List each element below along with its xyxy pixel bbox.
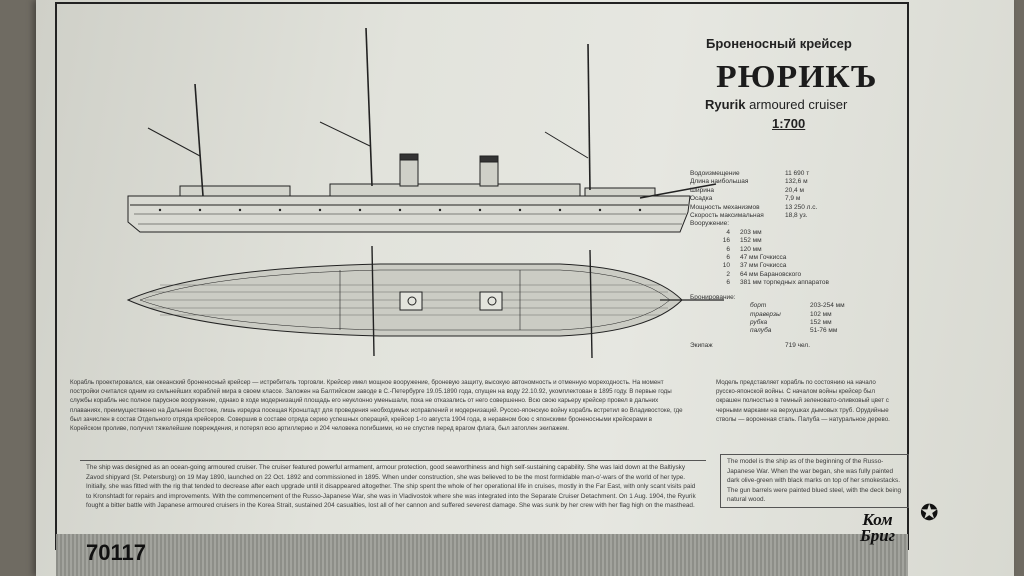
armament-row-d: 37 мм Гочкисса xyxy=(740,262,787,270)
protection-row xyxy=(690,311,910,319)
spec-row xyxy=(690,187,910,195)
footer-bar xyxy=(56,534,908,576)
armament-header xyxy=(690,220,910,228)
history-text-en: The ship was designed as an ocean-going armoured cruiser. The cruiser featured powerful armament, armour protection, good seaworthiness and high self-sustaining capability. She was laid down at the Baltiysky Zavod shipyard (St. Petersburg) on 19 May 1890, launched on 22 Oct. 1892 and commissioned in 1895. When under construction, she was believed to be the most formidable man-o'-wars of the world of her type. Initially, she was fitted with the rig that tended to decrease after each upgrade until it disappeared altogether. The ship spent the whole of her operational life in cruises, mostly in the Far East, with only scant visits paid to Kronshtadt for repairs and improvements. With the commencement of the Russo-Japanese War, she was in Vladivostok where she was integrated into the Separate Cruiser Detachment. On 1 Aug. 1904, the Ryurik fought a bitter battle with Japanese armoured cruisers in the Korea Strait, sustained 204 casualties, lost all of her cannon and suffered severest damage. She was sunk by her crew with her flag high on the masthead. xyxy=(80,460,706,513)
star-icon: ✪ xyxy=(920,500,939,525)
protection-row xyxy=(690,319,910,327)
armament-row-n: 6 xyxy=(726,254,730,262)
crew-label: Экипаж xyxy=(690,341,713,349)
armament-row xyxy=(690,246,910,254)
protection-row-k: борт xyxy=(750,302,767,310)
ship-name-title: РЮРИКЪ xyxy=(716,58,878,94)
armament-row-n: 10 xyxy=(722,262,730,270)
protection-row-v: 51-76 мм xyxy=(810,327,838,335)
armament-row-d: 120 мм xyxy=(740,245,762,253)
armament-row xyxy=(690,271,910,279)
protection-row-k: траверзы xyxy=(750,310,781,318)
protection-row xyxy=(690,327,910,335)
spec-row-v: 132,6 м xyxy=(785,178,808,186)
logo-line-1: Ком xyxy=(862,510,893,529)
title-en xyxy=(705,97,847,112)
armament-row-n: 16 xyxy=(722,237,730,245)
spec-row-k: Длина наибольшая xyxy=(690,178,749,186)
subtitle-ru: Броненосный крейсер xyxy=(706,36,852,51)
protection-row-v: 102 мм xyxy=(810,310,832,318)
armament-row-d: 64 мм Барановского xyxy=(740,270,802,278)
protection-header xyxy=(690,294,910,302)
armament-row xyxy=(690,279,910,287)
model-text-ru: Модель представляет корабль по состоянию на начало русско-японской войны. С началом войны крейсер был окрашен полностью в темный зеленовато-оливковый цвет с черными марками на верхушках дымовых труб. Орудийные стволы — вороненая сталь. Палуба — натуральное дерево. xyxy=(716,379,890,423)
logo-line-2: Бриг xyxy=(860,526,896,545)
armament-row-d: 152 мм xyxy=(740,237,762,245)
spec-rows xyxy=(690,170,910,220)
protection-label: Бронирование: xyxy=(690,293,736,301)
armament-row-n: 2 xyxy=(726,270,730,278)
armament-row-n: 6 xyxy=(726,279,730,287)
protection-row-v: 203-254 мм xyxy=(810,302,845,310)
protection-row-v: 152 мм xyxy=(810,318,832,326)
kombrig-logo xyxy=(860,512,895,544)
spec-row-k: Водоизмещение xyxy=(690,170,740,177)
armament-row-n: 4 xyxy=(726,228,730,236)
armament-rows xyxy=(690,229,910,288)
deck-plan-drawing xyxy=(128,246,724,358)
armament-row xyxy=(690,237,910,245)
spec-row-v: 7,9 м xyxy=(785,195,801,203)
spec-row xyxy=(690,195,910,203)
history-text-ru: Корабль проектировался, как океанский броненосный крейсер — истребитель торговли. Крейсер имел мощное вооружение, броневую защиту, высокую автономность и отменную мореходность. На момент постройки считался одним из сильнейших кораблей мира в своем классе. Заложен на Балтийском заводе в С.-Петербурге 19.05.1890 года, спущен на воду 22.10.92, укомплектован в 1895 году. В первые годы службы корабль нес полное парусное вооружение, однако в ходе модернизаций площадь его неуклонно уменьшали, пока не отказались от него совершенно. Всю свою карьеру крейсер провел в дальних плаваниях, преимущественно на Дальнем Востоке, лишь изредка посещая Кронштадт для проведения необходимых исправлений и модернизаций. Русско-японскую войну корабль встретил во Владивостоке, где был зачислен в состав Отдельного отряда крейсеров. Совершив в составе отряда серию успешных операций, крейсер 1-го августа 1904 года, в неравном бою с японскими броненосными крейсерами в Корейском проливе, получил тяжелейшие повреждения, и потерял всю артиллерию и 204 человека погибшими, но не спустив перед врагом флага, был затоплен экипажем. xyxy=(70,379,683,433)
spec-row xyxy=(690,212,910,220)
armament-row xyxy=(690,262,910,270)
spec-row-v: 20,4 м xyxy=(785,186,804,194)
spec-row-v: 11 690 т xyxy=(785,170,810,177)
armament-row-d: 381 мм торпедных аппаратов xyxy=(740,279,829,287)
protection-row xyxy=(690,302,910,310)
armament-row-d: 47 мм Гочкисса xyxy=(740,254,787,262)
armament-row xyxy=(690,254,910,262)
title-en-rest: armoured cruiser xyxy=(745,97,848,112)
title-en-bold: Ryurik xyxy=(705,97,746,112)
spec-row-v: 13 250 л.с. xyxy=(785,203,818,211)
spec-row-k: Осадка xyxy=(690,195,713,203)
crew-row xyxy=(690,342,910,350)
spec-row-k: Мощность механизмов xyxy=(690,203,760,211)
spec-row-k: Скорость максимальная xyxy=(690,212,764,220)
protection-rows xyxy=(690,302,910,336)
armament-row-d: 203 мм xyxy=(740,228,762,236)
model-text-en: The model is the ship as of the beginning of the Russo-Japanese War. When the war began, she was fully painted dark olive-green with black marks on top of her smokestacks. The gun barrels were painted blued steel, with the deck being natural wood. xyxy=(720,454,909,508)
armament-label: Вооружение: xyxy=(690,220,730,228)
protection-row-k: рубка xyxy=(750,318,768,326)
armament-row-n: 6 xyxy=(726,245,730,253)
side-profile-drawing xyxy=(128,28,716,232)
kit-code: 70117 xyxy=(86,540,146,565)
spec-row-v: 18,8 уз. xyxy=(785,212,808,220)
crew-value: 719 чел. xyxy=(785,341,811,349)
spec-row xyxy=(690,178,910,186)
protection-row-k: палуба xyxy=(750,327,772,335)
spec-row-k: Ширина xyxy=(690,186,715,194)
specifications-table xyxy=(690,170,910,350)
armament-row xyxy=(690,229,910,237)
spec-row xyxy=(690,204,910,212)
scale-label: 1:700 xyxy=(772,116,806,131)
